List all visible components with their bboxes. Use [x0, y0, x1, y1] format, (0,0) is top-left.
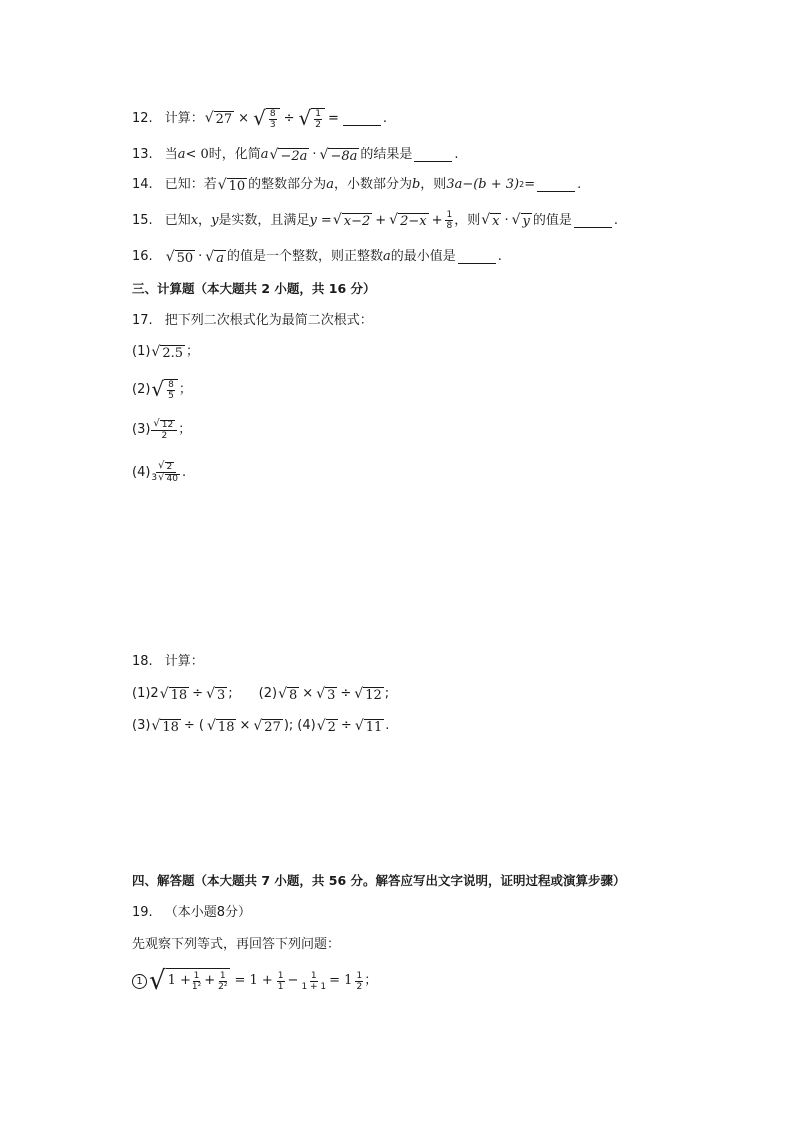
expression: y =	[309, 212, 332, 228]
exponent: 2	[519, 180, 525, 189]
punct: ;	[384, 686, 390, 701]
radical: √ 2−x	[389, 212, 427, 229]
variable: a	[383, 249, 391, 264]
variable: y	[211, 212, 219, 228]
equals: =	[524, 177, 536, 192]
question-12	[132, 107, 387, 130]
punct: ;	[228, 686, 233, 701]
answer-blank	[343, 112, 381, 126]
radical: √ 18	[159, 685, 188, 703]
operator: ·	[312, 147, 317, 162]
question-number: 17.	[132, 313, 153, 328]
text: ，则	[420, 177, 447, 192]
radical-fraction: √ $\frac{8}{5}$	[151, 378, 177, 401]
fraction: √ 12 2	[151, 419, 177, 441]
variable: x	[190, 212, 199, 228]
punct: );	[283, 718, 294, 733]
variable: b	[411, 177, 421, 192]
part-label: (2)	[132, 381, 151, 397]
question-label: 计算：	[164, 110, 204, 126]
radical: √ −2a	[269, 146, 308, 164]
text: 的整数部分为	[248, 177, 327, 192]
punct: ；	[178, 381, 192, 397]
section-heading-4: 四、解答题（本大题共 7 小题，共 56 分。解答应写出文字说明，证明过程或演算步骤）	[132, 873, 626, 888]
q17-part-2	[132, 378, 192, 401]
radical-expression: √ 1 + $\frac{1}{\text{1²}}$ + $\frac{1}{\text{2²}}$	[149, 967, 230, 995]
operator: ×	[239, 718, 251, 733]
q19-equation-1	[132, 965, 377, 997]
period: .	[613, 212, 619, 228]
equals: = 1 +	[234, 973, 273, 988]
radical: √ −8a	[319, 146, 358, 164]
operator: ÷	[340, 718, 352, 733]
operator: ÷	[283, 110, 295, 126]
answer-blank	[458, 250, 496, 264]
part-label: (4)	[132, 464, 151, 480]
operator: ×	[238, 110, 250, 126]
fraction: $\frac{1}{1}$	[277, 970, 284, 992]
expression: 3a−(b + 3)	[446, 177, 520, 192]
question-13	[132, 145, 459, 165]
operator: +	[431, 212, 443, 228]
fraction: $\frac{1}{2}$	[356, 970, 363, 992]
section-heading-3: 三、计算题（本大题共 2 小题，共 16 分）	[132, 281, 376, 296]
radical: √ 3	[316, 685, 336, 703]
question-17	[132, 311, 373, 331]
q17-part-4	[132, 461, 186, 484]
question-number: 18.	[132, 654, 153, 669]
radical: √ 18	[207, 717, 235, 735]
variable: a	[177, 147, 186, 162]
radical-fraction: √ $\frac{8}{3}$	[253, 107, 279, 130]
part-label: (2)	[258, 686, 278, 701]
question-text: （本小题8分）	[164, 905, 251, 920]
radical: √ a	[205, 248, 224, 266]
answer-blank	[574, 214, 612, 228]
radical: √ 27	[253, 717, 281, 735]
radical: √ 27	[204, 110, 233, 127]
text: 已知：若	[164, 177, 217, 192]
operator: ÷ (	[183, 718, 204, 733]
punct: .	[385, 718, 390, 733]
text: 的最小值是	[390, 249, 456, 264]
punct: ；	[178, 422, 192, 437]
period: .	[382, 110, 387, 126]
fraction: $\frac{1}{1 + 1}$	[301, 970, 327, 992]
part-label: (4)	[297, 718, 316, 733]
text: ，则	[454, 212, 481, 228]
question-number: 16.	[132, 249, 153, 264]
circled-number: 1	[132, 974, 147, 989]
variable: a	[326, 177, 334, 192]
radical: √ 2	[316, 717, 336, 735]
operator: ÷	[340, 686, 352, 701]
part-label: (1)	[132, 344, 151, 359]
q17-part-3	[132, 419, 191, 441]
question-number: 15.	[132, 212, 153, 228]
operator: ×	[302, 686, 314, 701]
question-18	[132, 652, 204, 672]
part-label: (3)	[132, 718, 151, 733]
question-text: 把下列二次根式化为最简二次根式：	[164, 313, 373, 328]
answer-blank	[537, 178, 575, 192]
text: 的值是一个整数，则正整数	[226, 249, 383, 264]
q19-intro: 先观察下列等式，再回答下列问题：	[132, 937, 341, 952]
radical: √ 18	[151, 717, 179, 735]
question-14	[132, 175, 581, 195]
text: ，小数部分为	[333, 177, 412, 192]
punct: ；	[186, 344, 200, 359]
text: 的结果是	[360, 147, 413, 162]
operator: ·	[504, 212, 509, 228]
text: 当	[164, 147, 178, 162]
radical: √ x	[481, 212, 500, 229]
q17-part-1	[132, 342, 199, 362]
q18-parts-3-4	[132, 716, 389, 736]
operator: ÷	[192, 686, 204, 701]
part-label: (1)2	[132, 686, 159, 701]
punct: .	[181, 464, 187, 480]
radical: √ 10	[217, 176, 246, 194]
radical: √ 11	[354, 717, 383, 735]
period: .	[454, 147, 459, 162]
text: < 0时，化简	[185, 147, 261, 162]
punct: ；	[364, 973, 378, 988]
variable: a	[260, 147, 269, 162]
operator: ·	[198, 249, 203, 264]
radical-fraction: √ $\frac{1}{2}$	[298, 107, 324, 130]
operator: −	[287, 973, 299, 988]
text: 是实数，且满足	[218, 212, 310, 228]
answer-blank	[414, 148, 452, 162]
fraction: $\frac{1}{8}$	[446, 210, 453, 231]
equals: =	[327, 110, 339, 126]
radical: √ 3	[206, 685, 226, 703]
question-number: 13.	[132, 147, 153, 162]
question-16	[132, 247, 502, 267]
text: 已知	[164, 212, 191, 228]
fraction: √ 2 3 √ 40	[151, 460, 178, 484]
operator: +	[375, 212, 387, 228]
period: .	[577, 177, 582, 192]
radical: √ 2.5	[151, 343, 184, 361]
text: ，	[198, 212, 212, 228]
radical: √ 50	[165, 248, 194, 266]
question-number: 14.	[132, 177, 153, 192]
radical: √ x−2	[332, 212, 371, 229]
question-15	[132, 210, 618, 231]
period: .	[497, 249, 502, 264]
question-number: 19.	[132, 905, 153, 920]
part-label: (3)	[132, 422, 151, 437]
question-text: 计算：	[164, 654, 204, 669]
equals: = 1	[329, 973, 353, 988]
text: 的值是	[532, 212, 572, 228]
question-number: 12.	[132, 110, 153, 126]
radical: √ y	[511, 212, 530, 229]
radical: √ 8	[278, 685, 298, 703]
question-19	[132, 903, 251, 923]
q18-parts-1-2	[132, 684, 389, 704]
radical: √ 12	[354, 685, 382, 703]
